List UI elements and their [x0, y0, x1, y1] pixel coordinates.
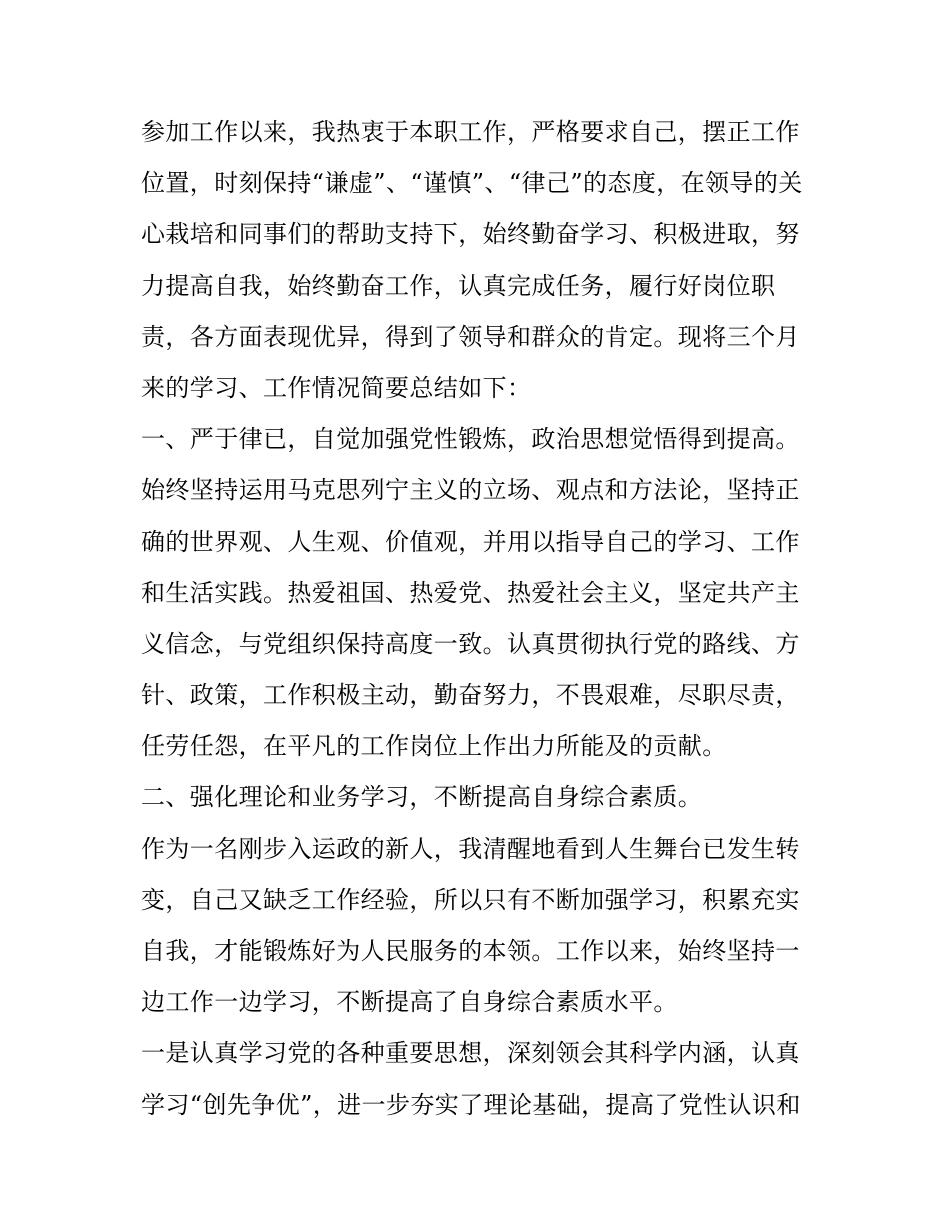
- text-line-3: 心栽培和同事们的帮助支持下，始终勤奋学习、积极进取，努: [141, 220, 800, 249]
- text-line-6: 来的学习、工作情况简要总结如下：: [141, 373, 532, 402]
- text-line-18: 边工作一边学习，不断提高了自身综合素质水平。: [141, 988, 678, 1017]
- text-line-2: 位置，时刻保持“谦虚”、“谨慎”、“律己”的态度，在领导的关: [141, 169, 803, 198]
- text-line-13: 任劳任怨，在平凡的工作岗位上作出力所能及的贡献。: [141, 732, 727, 761]
- text-line-17: 自我，才能锻炼好为人民服务的本领。工作以来，始终坚持一: [141, 937, 800, 965]
- text-line-4: 力提高自我，始终勤奋工作，认真完成任务，履行好岗位职: [141, 271, 776, 300]
- text-line-20: 学习“创先争优”，进一步夯实了理论基础，提高了党性认识和: [141, 1090, 801, 1119]
- section-heading-2: 二、强化理论和业务学习，不断提高自身综合素质。: [141, 783, 703, 812]
- document-body: [141, 107, 821, 1131]
- text-line-12: 针、政策，工作积极主动，勤奋努力，不畏艰难，尽职尽责，: [141, 681, 800, 710]
- text-line-10: 和生活实践。热爱祖国、热爱党、热爱社会主义，坚定共产主: [141, 578, 800, 607]
- text-line-5: 责，各方面表现优异，得到了领导和群众的肯定。现将三个月: [141, 322, 800, 351]
- text-line-16: 变，自己又缺乏工作经验，所以只有不断加强学习，积累充实: [141, 885, 800, 914]
- text-line-19: 一是认真学习党的各种重要思想，深刻领会其科学内涵，认真: [141, 1039, 800, 1068]
- text-line-9: 确的世界观、人生观、价值观，并用以指导自己的学习、工作: [141, 527, 800, 556]
- text-line-15: 作为一名刚步入运政的新人，我清醒地看到人生舞台已发生转: [141, 834, 800, 863]
- text-line-11: 义信念，与党组织保持高度一致。认真贯彻执行党的路线、方: [141, 629, 800, 658]
- section-heading-1: 一、严于律已，自觉加强党性锻炼，政治思想觉悟得到提高。: [141, 425, 800, 454]
- text-line-8: 始终坚持运用马克思列宁主义的立场、观点和方法论，坚持正: [141, 476, 800, 505]
- text-line-1: 参加工作以来，我热衷于本职工作，严格要求自己，摆正工作: [141, 118, 800, 146]
